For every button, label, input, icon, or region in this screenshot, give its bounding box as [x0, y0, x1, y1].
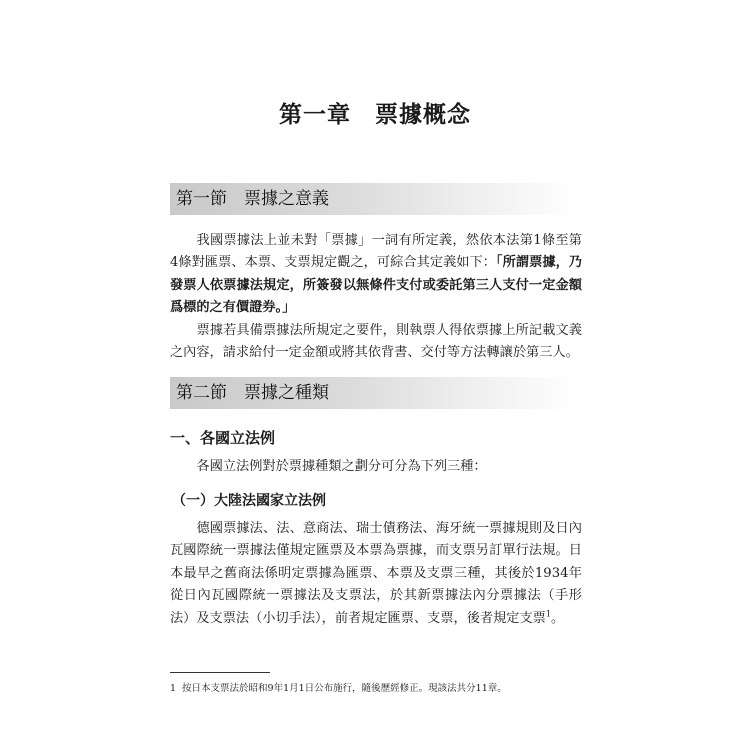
subsubheading-continental: （一）大陸法國家立法例 — [172, 493, 326, 509]
section-2-paragraph-continental — [170, 518, 582, 630]
section-1-paragraph-1 — [170, 230, 582, 320]
continental-paragraph-text: 德國票據法、法、意商法、瑞士債務法、海牙統一票據規則及日內瓦國際統一票據法僅規定匯票及本票為票據，而支票另訂單行法規。日本最早之舊商法係明定票據為匯票、本票及支票三種，其後於1934年從日內瓦國際統一票據法及支票法，於其新票據法內分票據法（手形法）及支票法（小切手法），前者規定匯票、支票，後者規定支票 — [170, 521, 582, 626]
subheading-legislation: 一、各國立法例 — [170, 429, 276, 447]
section-2-intro: 各國立法例對於票據種類之劃分可分為下列三種： — [196, 459, 487, 474]
section-2-heading: 第二節 票據之種類 — [170, 377, 580, 409]
section-1-paragraph-1-text: 我國票據法上並未對「票據」一詞有所定義，然依本法第1條至第4條對匯票、本票、支票規定觀之，可綜合其定義如下： — [170, 233, 582, 271]
footnote-reference[interactable]: 1 — [545, 609, 551, 619]
section-1-paragraph-2: 票據若具備票據法所規定之要件，則執票人得依票據上所記載文義之內容，請求給付一定金額或將其依背書、交付等方法轉讓於第三人。 — [170, 323, 582, 361]
footnote — [170, 683, 507, 695]
section-1-heading: 第一節 票據之意義 — [170, 183, 580, 215]
footnote-mark: 1 — [170, 683, 177, 694]
section-1-definition-bold: 「所謂票據，乃發票人依票據法規定，所簽發以無條件支付或委託第三人支付一定金額爲標的之有價證券。」 — [170, 255, 582, 316]
footnote-divider — [170, 672, 270, 673]
chapter-title: 第一章 票據概念 — [279, 101, 471, 128]
footnote-text: 按日本支票法於昭和9年1月1日公布施行，隨後歷經修正。現該法共分11章。 — [182, 683, 507, 694]
continental-paragraph-end: 。 — [550, 610, 565, 626]
